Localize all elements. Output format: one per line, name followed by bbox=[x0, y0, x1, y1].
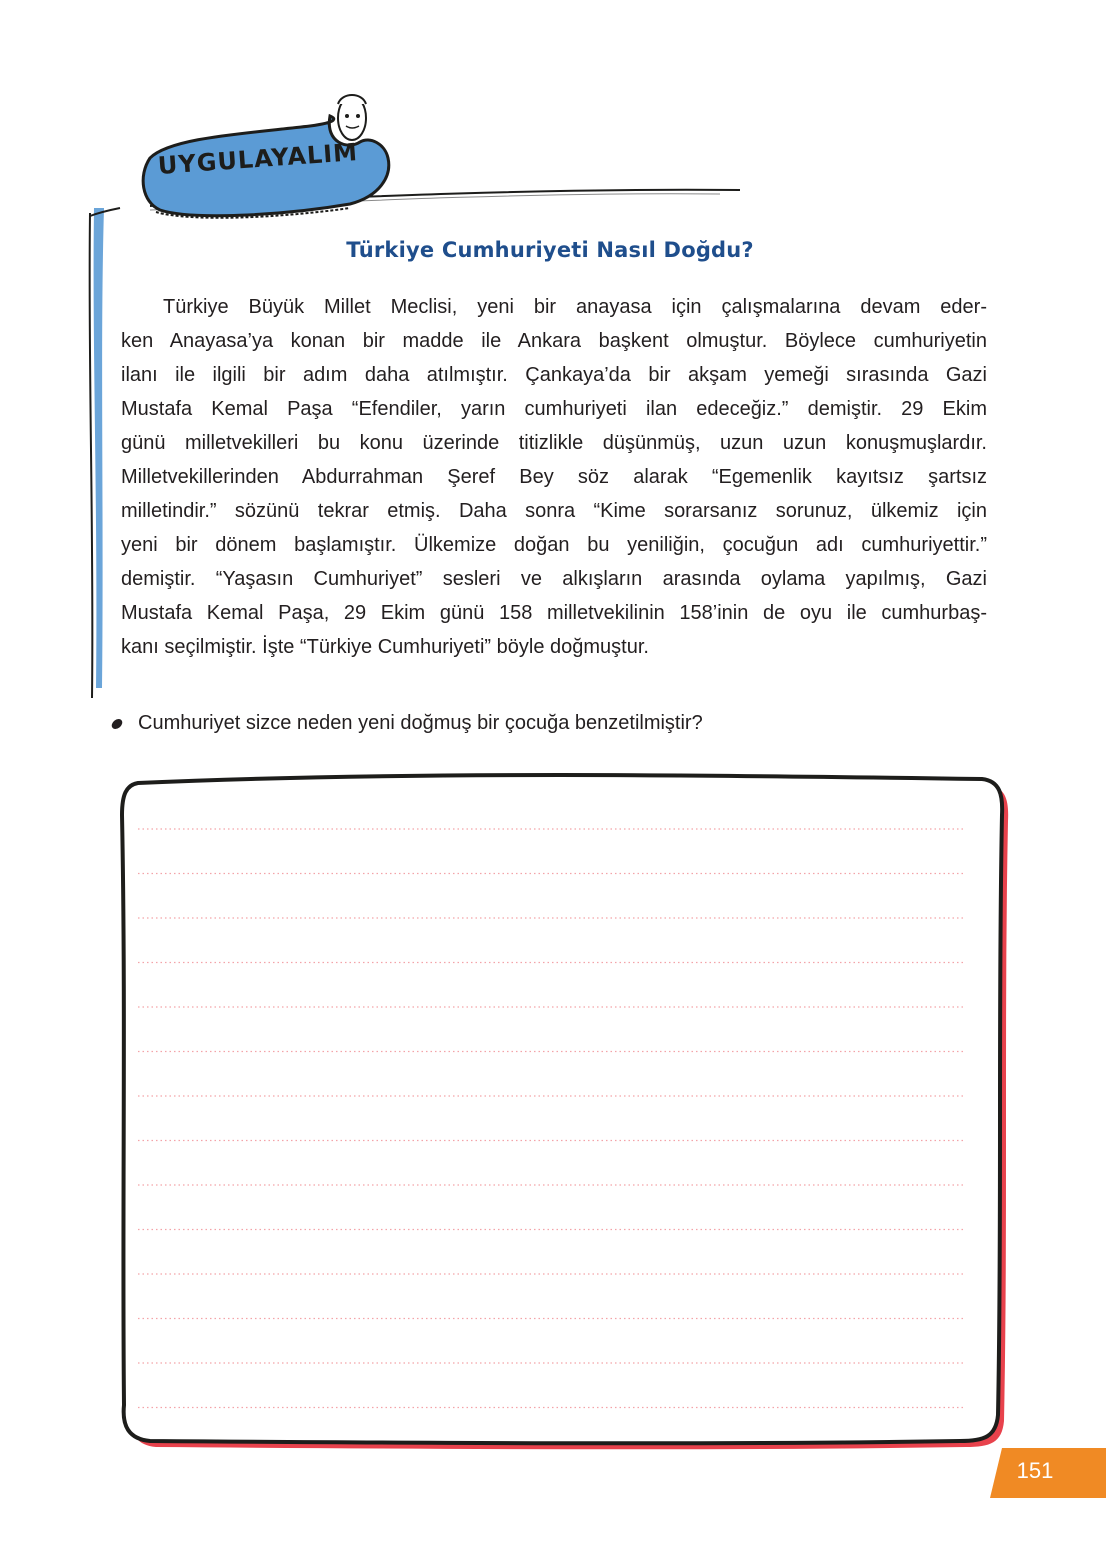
question bbox=[112, 712, 703, 735]
story-line: demiştir. “Yaşasın Cumhuriyet” sesleri ve alkışların arasında oylama yapılmış, Gazi bbox=[121, 568, 987, 590]
left-brush-outline bbox=[90, 213, 93, 698]
story-line: kanı seçilmiştir. İşte “Türkiye Cumhuriyeti” böyle doğmuştur. bbox=[121, 636, 649, 658]
question-text: Cumhuriyet sizce neden yeni doğmuş bir çocuğa benzetilmiştir? bbox=[138, 712, 703, 734]
scholar-face-icon bbox=[338, 95, 366, 140]
story-line: ilanı ile ilgili bir adım daha atılmıştır. Çankaya’da bir akşam yemeği sırasında Gazi bbox=[121, 364, 987, 386]
story-line: Mustafa Kemal Paşa, 29 Ekim günü 158 milletvekilinin 158’inin de oyu ile cumhurbaş- bbox=[121, 602, 987, 624]
page-title: Türkiye Cumhuriyeti Nasıl Doğdu? bbox=[346, 238, 754, 262]
story-line: ken Anayasa’ya konan bir madde ile Ankara başkent olmuştur. Böylece cumhuriyetin bbox=[121, 330, 987, 352]
story-line: Türkiye Büyük Millet Meclisi, yeni bir anayasa için çalışmalarına devam eder- bbox=[163, 296, 987, 318]
story-line: Milletvekillerinden Abdurrahman Şeref Bey söz alarak “Egemenlik kayıtsız şartsız bbox=[121, 466, 987, 488]
story-line: yeni bir dönem başlamıştır. Ülkemize doğan bu yeniliğin, çocuğun adı cumhuriyettir.” bbox=[121, 534, 987, 556]
story-paragraph bbox=[121, 290, 987, 664]
answer-box-frame bbox=[122, 775, 1002, 1443]
answer-box[interactable] bbox=[110, 765, 1010, 1455]
story-line: günü milletvekilleri bu konu üzerinde titizlikle düşünmüş, uzun uzun konuşmuşlardır. bbox=[121, 432, 987, 454]
left-brush-stroke bbox=[94, 208, 104, 688]
bullet-icon bbox=[110, 719, 123, 729]
story-line: Mustafa Kemal Paşa “Efendiler, yarın cumhuriyeti ilan edeceğiz.” demiştir. 29 Ekim bbox=[121, 398, 987, 420]
page-number: 151 bbox=[1016, 1458, 1054, 1483]
story-line: milletindir.” sözünü tekrar etmiş. Daha sonra “Kime sorarsanız sorunuz, ülkemiz için bbox=[121, 500, 987, 522]
section-label: UYGULAYALIM bbox=[157, 138, 359, 180]
